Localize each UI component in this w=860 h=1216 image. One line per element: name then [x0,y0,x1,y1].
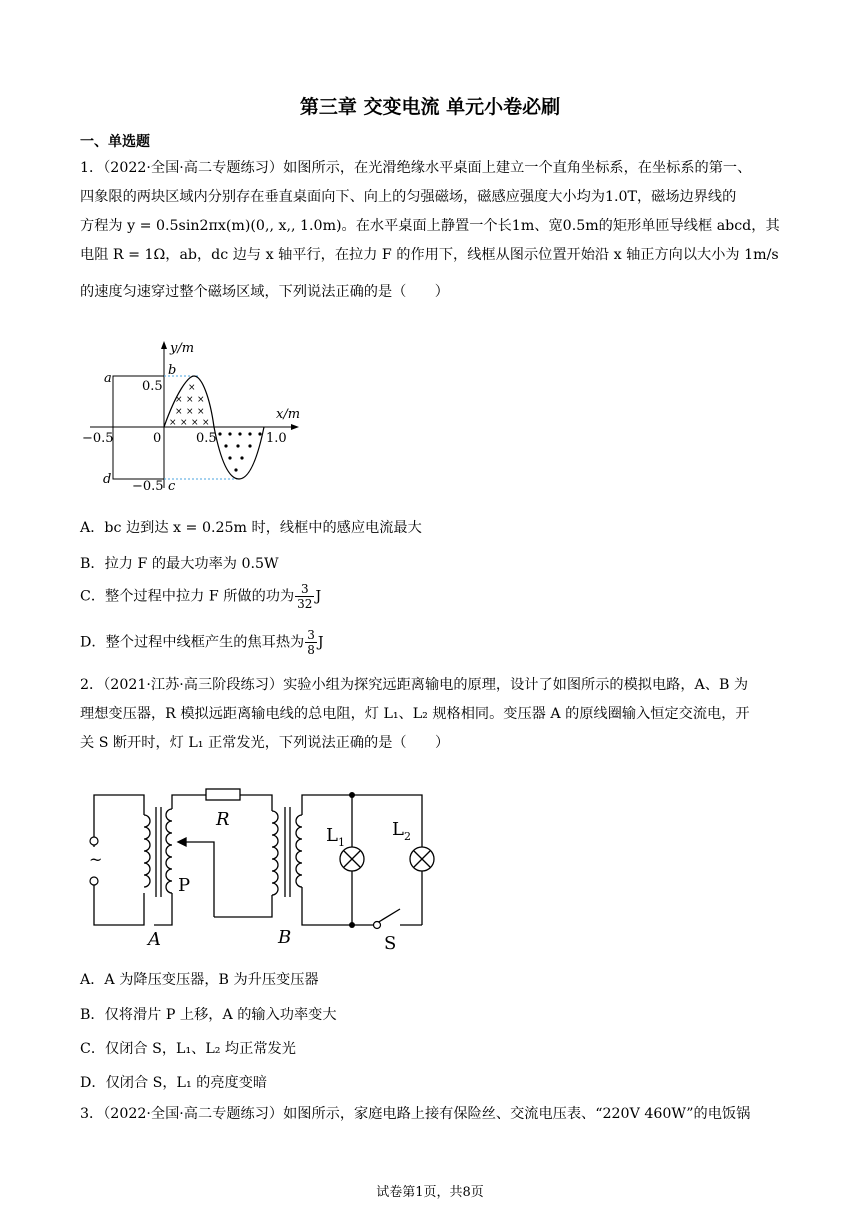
svg-text:×: × [186,395,194,405]
q1-option-c [80,582,321,611]
q1-line-4: 电阻 R = 1Ω，ab，dc 边与 x 轴平行，在拉力 F 的作用下，线框从图示位置开始沿 x 轴正方向以大小为 1m/s [80,247,779,263]
transformer-a-label: A [148,929,161,950]
ac-source-symbol: ~ [89,850,103,869]
q2-option-d: D．仅闭合 S，L₁ 的亮度变暗 [80,1075,268,1091]
origin-label: 0 [153,431,162,446]
svg-text:×: × [175,407,183,417]
question-3-stem [80,1100,780,1129]
q2-option-b: B．仅将滑片 P 上移，A 的输入功率变大 [80,1007,337,1023]
q1-option-c-fraction [295,582,314,611]
q2-line-2: 理想变压器，R 模拟远距离输电线的总电阻，灯 L₁、L₂ 规格相同。变压器 A 的原线圈输入恒定交流电，开 [80,706,750,722]
question-2-stem [80,671,780,758]
svg-text:×: × [188,383,196,393]
lamp-l1-label: $L_1$ [326,825,345,849]
q2-circuit-figure [82,785,442,955]
q1-option-c-denominator: 32 [297,597,313,611]
q1-line-1: 1．（2022·全国·高二专题练习）如图所示，在光滑绝缘水平桌面上建立一个直角坐标系，在坐标系的第一、 [80,160,752,176]
svg-text:×: × [197,395,205,405]
svg-text:×: × [169,418,177,428]
q1-option-a: A．bc 边到达 x = 0.25m 时，线框中的感应电流最大 [80,520,422,536]
svg-text:×: × [202,418,210,428]
page-title: 第三章 交变电流 单元小卷必刷 [299,96,561,118]
y-tick-0.5: 0.5 [142,379,163,394]
corner-c-label: c [168,479,176,494]
x-tick-neg-0.5: −0.5 [82,431,114,446]
y-axis-label: y/m [170,341,195,356]
q1-line-5: 的速度匀速穿过整个磁场区域，下列说法正确的是（ ） [80,284,449,300]
y-tick-neg-0.5: −0.5 [132,479,164,494]
q2-option-c: C．仅闭合 S，L₁、L₂ 均正常发光 [80,1041,296,1057]
svg-text:×: × [191,418,199,428]
q1-option-d-text: D．整个过程中线框产生的焦耳热为 [80,634,305,651]
slider-label: P [178,875,191,896]
q1-line-2: 四象限的两块区域内分别存在垂直桌面向下、向上的匀强磁场，磁感应强度大小均为1.0T，磁场边界线的 [80,189,737,205]
question-1-stem [80,154,780,307]
x-axis-label: x/m [276,407,301,422]
q1-line-3: 方程为 y = 0.5sin2πx(m)(0,, x,, 1.0m)。在水平桌面上静置一个长1m、宽0.5m的矩形单匝导线框 abcd，其 [80,218,780,234]
corner-a-label: a [104,371,112,386]
svg-text:×: × [197,407,205,417]
q2-option-a: A．A 为降压变压器，B 为升压变压器 [80,972,319,988]
section-heading: 一、单选题 [80,134,150,150]
q2-line-3: 关 S 断开时，灯 L₁ 正常发光，下列说法正确的是（ ） [80,735,450,751]
x-tick-0.5: 0.5 [196,431,217,446]
q1-option-d [80,628,324,657]
transformer-b-label: B [278,927,292,948]
svg-text:×: × [186,407,194,417]
q1-option-d-fraction [305,628,317,657]
q2-line-1: 2．（2021·江苏·高三阶段练习）实验小组为探究远距离输电的原理，设计了如图所示的模拟电路，A、B 为 [80,677,749,693]
q3-line-1: 3．（2022·全国·高二专题练习）如图所示，家庭电路上接有保险丝、交流电压表、“220V 460W”的电饭锅 [80,1106,751,1122]
q1-option-c-unit: J [315,588,322,605]
svg-text:×: × [180,418,188,428]
corner-d-label: d [103,472,112,487]
switch-label: S [384,933,397,954]
q1-option-d-unit: J [317,634,324,651]
q1-option-d-denominator: 8 [307,643,315,657]
lamp-l2-label: $L_2$ [392,819,411,843]
q1-option-c-text: C．整个过程中拉力 F 所做的功为 [80,588,295,605]
q1-option-c-numerator: 3 [295,582,314,597]
resistor-label: R [216,809,230,830]
page-footer: 试卷第1页，共8页 [376,1185,484,1200]
q1-option-d-numerator: 3 [307,628,315,642]
corner-b-label: b [168,363,177,378]
q1-option-b: B．拉力 F 的最大功率为 0.5W [80,556,279,572]
q1-magnetic-field-figure [80,338,310,498]
x-tick-1.0: 1.0 [266,431,287,446]
svg-text:×: × [175,395,183,405]
